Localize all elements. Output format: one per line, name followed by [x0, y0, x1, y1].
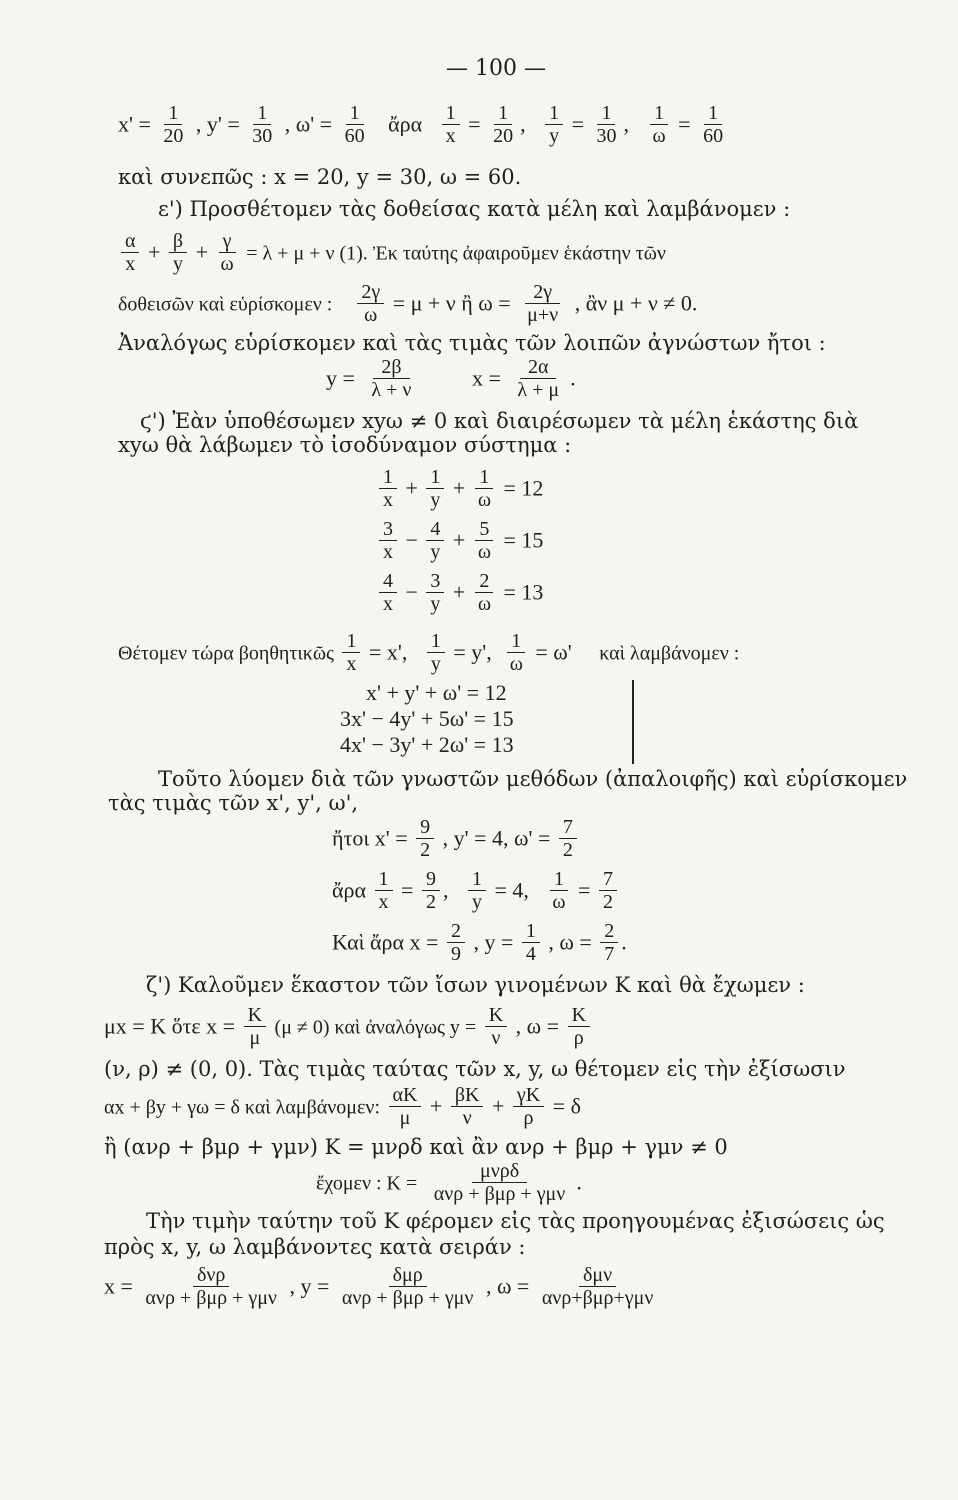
line-in-order: πρὸς x, y, ω λαμβάνοντες κατὰ σειράν : — [104, 1235, 526, 1259]
line-k-condition: ἢ (ανρ + βμρ + γμν) Κ = μνρδ καὶ ἂν ανρ + βμρ + γμν ≠ 0 — [104, 1135, 728, 1159]
fraction: $\frac{1}{x}$ — [442, 102, 460, 147]
fraction: $\frac{1}{30}$ — [252, 102, 273, 147]
fraction: $\frac{1}{60}$ — [344, 102, 365, 147]
fraction: $\frac{1}{x}$ — [342, 630, 360, 675]
system-brace — [622, 680, 634, 764]
fraction: $\frac{\beta}{y}$ — [169, 230, 187, 275]
fraction: $\frac{2\beta}{\lambda + \nu}$ — [371, 356, 412, 401]
fraction: $\frac{\alpha K}{\mu}$ — [389, 1084, 422, 1129]
fraction: $\frac{7}{2}$ — [599, 868, 617, 913]
fraction: $\frac{2}{9}$ — [447, 920, 465, 965]
fraction: $\frac{2}{\omega}$ — [474, 570, 495, 615]
line-analogous: Ἀναλόγως εὑρίσκομεν καὶ τὰς τιμὰς τῶν λοιπῶν ἀγνώστων ἤτοι : — [118, 331, 826, 355]
fraction: $\frac{1}{\omega}$ — [506, 630, 527, 675]
line-auxiliary-substitution: Θέτομεν τώρα βοηθητικῶς $\frac{1}{x}$ = x', $\frac{1}{y}$ = y', $\frac{1}{\omega}$ = ω' καὶ λαμβάνομεν : — [118, 630, 740, 675]
line-y-x-values: y = $\frac{2\beta}{\lambda + \nu}$ x = $\frac{2\alpha}{\lambda + \mu}$ . — [326, 356, 576, 401]
line-reciprocal-results: ἄρα $\frac{1}{x}$ = $\frac{9}{2}$ , $\frac{1}{y}$ = 4, $\frac{1}{\omega}$ = $\frac{7}{2}$ — [332, 870, 620, 915]
fraction: $\frac{1}{30}$ — [596, 102, 617, 147]
fraction: $\frac{1}{20}$ — [493, 102, 514, 147]
linear-equation-2: 3x' − 4y' + 5ω' = 15 — [340, 706, 514, 731]
fraction: $\frac{2}{7}$ — [600, 920, 618, 965]
fraction: $\frac{5}{\omega}$ — [474, 518, 495, 563]
fraction: $\frac{\beta K}{\nu}$ — [451, 1084, 484, 1129]
fraction: $\frac{1}{x}$ — [379, 466, 397, 511]
linear-equation-1: x' + y' + ω' = 12 — [366, 680, 507, 705]
line-k-substitution: μx = Κ ὅτε x = $\frac{K}{\mu}$ (μ ≠ 0) καὶ ἀναλόγως y = $\frac{K}{\nu}$ , ω = $\frac{K}{\rho}$ — [104, 1006, 593, 1051]
fraction: $\frac{2\alpha}{\lambda + \mu}$ — [517, 356, 560, 401]
line-general-equation: αx + βy + γω = δ καὶ λαμβάνομεν: $\frac{\alpha K}{\mu}$ + $\frac{\beta K}{\nu}$ + $\frac{\gamma K}{\rho}$ = δ — [104, 1084, 581, 1129]
fraction: $\frac{1}{4}$ — [522, 920, 540, 965]
line-consequently: καὶ συνεπῶς : x = 20, y = 30, ω = 60. — [118, 165, 522, 189]
fraction: $\frac{3}{y}$ — [426, 570, 444, 615]
linear-equation-3: 4x' − 3y' + 2ω' = 13 — [340, 732, 514, 757]
system-equation-2: $\frac{3}{x}$ − $\frac{4}{y}$ + $\frac{5}{\omega}$ = 15 — [376, 520, 543, 565]
fraction: $\frac{1}{\omega}$ — [548, 868, 569, 913]
fraction: $\frac{K}{\rho}$ — [568, 1004, 590, 1049]
fraction: μνρδ ανρ + βμρ + γμν — [433, 1160, 566, 1205]
fraction: δνρ ανρ + βμρ + γμν — [145, 1264, 277, 1309]
fraction: $\frac{\alpha}{x}$ — [121, 230, 139, 275]
fraction: $\frac{1}{y}$ — [427, 630, 445, 675]
line-section-z: ζ') Καλοῦμεν ἕκαστον τῶν ἴσων γινομένων Κ καὶ θὰ ἔχωμεν : — [146, 973, 805, 997]
line-section-st: ϛ') Ἐὰν ὑποθέσωμεν xyω ≠ 0 καὶ διαιρέσωμεν τὰ μέλη ἑκάστης διὰ — [140, 409, 859, 433]
system-equation-1: $\frac{1}{x}$ + $\frac{1}{y}$ + $\frac{1}{\omega}$ = 12 — [376, 468, 543, 513]
fraction: $\frac{1}{y}$ — [468, 868, 486, 913]
fraction: $\frac{\gamma K}{\rho}$ — [513, 1084, 544, 1129]
fraction: $\frac{1}{\omega}$ — [648, 102, 669, 147]
line-final-values: Καὶ ἄρα x = $\frac{2}{9}$ , y = $\frac{1}{4}$ , ω = $\frac{2}{7}$ . — [332, 920, 627, 965]
fraction: δμν ανρ+βμρ+γμν — [541, 1264, 654, 1309]
line-carry-value: Τὴν τιμὴν ταύτην τοῦ Κ φέρομεν εἰς τὰς προηγουμένας ἐξισώσεις ὡς — [146, 1209, 885, 1233]
fraction: $\frac{2\gamma}{\omega}$ — [357, 281, 384, 326]
line-sum-equation: $\frac{\alpha}{x}$ + $\frac{\beta}{y}$ + $\frac{\gamma}{\omega}$ = λ + μ + ν (1). Ἐκ ταύτης ἀφαιροῦμεν ἑκάστην τῶν — [118, 232, 666, 277]
fraction: $\frac{9}{2}$ — [416, 816, 434, 861]
fraction: $\frac{\gamma}{\omega}$ — [220, 230, 234, 275]
page-number: — 100 — — [446, 56, 546, 81]
line-final-solution: x = δνρ ανρ + βμρ + γμν , y = δμρ ανρ + βμρ + γμν , ω = δμν ανρ+βμρ+γμν — [104, 1266, 660, 1311]
line-substitute-values: (ν, ρ) ≠ (0, 0). Τὰς τιμὰς ταύτας τῶν x, y, ω θέτομεν εἰς τὴν ἐξίσωσιν — [104, 1057, 846, 1081]
fraction: $\frac{7}{2}$ — [559, 816, 577, 861]
line-reciprocal-values: x' = $\frac{1}{20}$ , y' = $\frac{1}{30}$ , ω' = $\frac{1}{60}$ ἄρα $\frac{1}{x}$ = $\frac{1}{20}$ , $\frac{1}{y}$ = $\frac{1}{30}$ , $\frac{1}{\omega}$ = $\frac{1}{60}$ — [118, 104, 730, 149]
line-k-value: ἔχομεν : Κ = μνρδ ανρ + βμρ + γμν . — [316, 1160, 582, 1205]
fraction: $\frac{1}{y}$ — [426, 466, 444, 511]
system-equation-3: $\frac{4}{x}$ − $\frac{3}{y}$ + $\frac{2}{\omega}$ = 13 — [376, 572, 543, 617]
fraction: $\frac{9}{2}$ — [422, 868, 440, 913]
fraction: $\frac{1}{20}$ — [163, 102, 184, 147]
line-subtract-result: δοθεισῶν καὶ εὑρίσκομεν : $\frac{2\gamma}{\omega}$ = μ + ν ἢ ω = $\frac{2\gamma}{\mu+\nu}$ , ἂν μ + ν ≠ 0. — [118, 281, 698, 326]
fraction: $\frac{2\gamma}{\mu+\nu}$ — [527, 281, 559, 326]
fraction: $\frac{4}{x}$ — [379, 570, 397, 615]
line-equivalent-system: xyω θὰ λάβωμεν τὸ ἰσοδύναμον σύστημα : — [118, 433, 572, 457]
fraction: δμρ ανρ + βμρ + γμν — [341, 1264, 474, 1309]
fraction: $\frac{1}{x}$ — [375, 868, 393, 913]
fraction: $\frac{4}{y}$ — [426, 518, 444, 563]
line-solve-methods: Τοῦτο λύομεν διὰ τῶν γνωστῶν μεθόδων (ἀπαλοιφῆς) καὶ εὑρίσκομεν — [158, 767, 908, 791]
fraction: $\frac{K}{\mu}$ — [244, 1004, 266, 1049]
fraction: $\frac{K}{\nu}$ — [485, 1004, 507, 1049]
line-section-e: ε') Προσθέτομεν τὰς δοθείσας κατὰ μέλη καὶ λαμβάνομεν : — [158, 197, 791, 221]
line-primed-values: ἤτοι x' = $\frac{9}{2}$ , y' = 4, ω' = $\frac{7}{2}$ — [332, 818, 580, 863]
fraction: $\frac{1}{y}$ — [545, 102, 563, 147]
fraction: $\frac{1}{\omega}$ — [474, 466, 495, 511]
line-values-of: τὰς τιμὰς τῶν x', y', ω', — [108, 791, 359, 815]
fraction: $\frac{1}{60}$ — [703, 102, 724, 147]
fraction: $\frac{3}{x}$ — [379, 518, 397, 563]
